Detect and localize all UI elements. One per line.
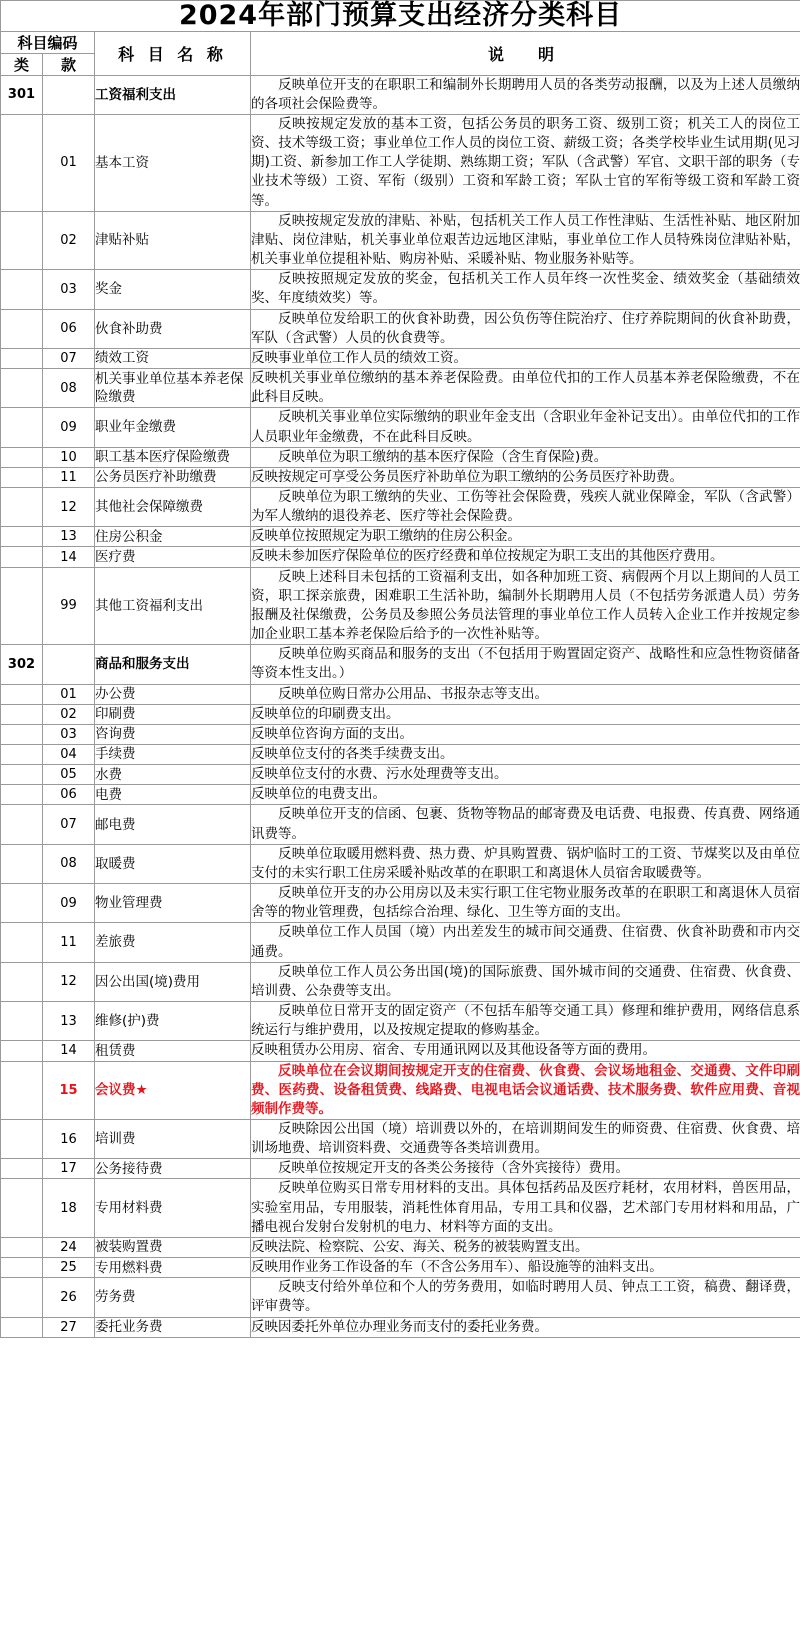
cell-section-code — [43, 645, 95, 684]
cell-class-code — [1, 1278, 43, 1317]
cell-section-code: 01 — [43, 115, 95, 212]
table-row — [1, 1237, 800, 1257]
cell-description: 反映按照规定发放的奖金，包括机关工作人员年终一次性奖金、绩效奖金（基础绩效奖、年度绩效奖）等。 — [251, 270, 800, 309]
table-row — [1, 1119, 800, 1158]
table-row — [1, 211, 800, 269]
table-row — [1, 1179, 800, 1237]
cell-class-code — [1, 844, 43, 883]
table-row — [1, 765, 800, 785]
cell-description: 反映单位开支的信函、包裹、货物等物品的邮寄费及电话费、电报费、传真费、网络通讯费等。 — [251, 805, 800, 844]
cell-section-code: 07 — [43, 805, 95, 844]
cell-description: 反映单位开支的在职职工和编制外长期聘用人员的各类劳动报酬，以及为上述人员缴纳的各项社会保险费等。 — [251, 75, 800, 114]
table-row — [1, 645, 800, 684]
cell-class-code — [1, 1258, 43, 1278]
table-row — [1, 1061, 800, 1119]
cell-class-code — [1, 1159, 43, 1179]
table-row — [1, 527, 800, 547]
cell-subject-name: 差旅费 — [95, 923, 251, 962]
cell-section-code: 12 — [43, 962, 95, 1001]
cell-section-code: 06 — [43, 309, 95, 348]
table-body — [1, 1, 800, 1338]
cell-class-code — [1, 1179, 43, 1237]
cell-class-code — [1, 408, 43, 447]
table-row — [1, 704, 800, 724]
cell-subject-name: 培训费 — [95, 1119, 251, 1158]
cell-class-code — [1, 270, 43, 309]
table-row — [1, 1317, 800, 1337]
cell-description: 反映单位为职工缴纳的失业、工伤等社会保险费，残疾人就业保障金，军队（含武警）为军人缴纳的退役养老、医疗等社会保险费。 — [251, 487, 800, 526]
cell-subject-name: 因公出国(境)费用 — [95, 962, 251, 1001]
cell-description: 反映支付给外单位和个人的劳务费用，如临时聘用人员、钟点工工资，稿费、翻译费，评审费等。 — [251, 1278, 800, 1317]
cell-subject-name: 职业年金缴费 — [95, 408, 251, 447]
cell-section-code: 14 — [43, 1041, 95, 1061]
cell-description: 反映单位支付的各类手续费支出。 — [251, 745, 800, 765]
table-row — [1, 844, 800, 883]
cell-class-code — [1, 211, 43, 269]
cell-description: 反映单位按规定开支的各类公务接待（含外宾接待）费用。 — [251, 1159, 800, 1179]
cell-description: 反映单位购买日常专用材料的支出。具体包括药品及医疗耗材，农用材料，兽医用品，实验室用品，专用服装，消耗性体育用品，专用工具和仪器，艺术部门专用材料和用品，广播电视台发射台发射机的电力、材料等方面的支出。 — [251, 1179, 800, 1237]
cell-description: 反映按规定发放的津贴、补贴，包括机关工作人员工作性津贴、生活性补贴、地区附加津贴、岗位津贴，机关事业单位艰苦边远地区津贴，事业单位工作人员特殊岗位津贴补贴，机关事业单位提租补贴、购房补贴、采暖补贴、物业服务补贴等。 — [251, 211, 800, 269]
cell-class-code: 302 — [1, 645, 43, 684]
table-row — [1, 1041, 800, 1061]
cell-subject-name: 专用材料费 — [95, 1179, 251, 1237]
cell-class-code — [1, 684, 43, 704]
cell-description: 反映因委托外单位办理业务而支付的委托业务费。 — [251, 1317, 800, 1337]
cell-description: 反映单位的印刷费支出。 — [251, 704, 800, 724]
header-code-group: 科目编码 — [1, 31, 95, 53]
cell-section-code: 13 — [43, 1002, 95, 1041]
cell-class-code — [1, 1002, 43, 1041]
cell-description: 反映单位发给职工的伙食补助费，因公负伤等住院治疗、住疗养院期间的伙食补助费，军队（含武警）人员的伙食费等。 — [251, 309, 800, 348]
cell-subject-name: 水费 — [95, 765, 251, 785]
cell-description: 反映单位为职工缴纳的基本医疗保险（含生育保险)费。 — [251, 447, 800, 467]
cell-description: 反映单位工作人员公务出国(境)的国际旅费、国外城市间的交通费、住宿费、伙食费、培训费、公杂费等支出。 — [251, 962, 800, 1001]
cell-subject-name: 被装购置费 — [95, 1237, 251, 1257]
cell-section-code: 02 — [43, 211, 95, 269]
cell-section-code: 11 — [43, 923, 95, 962]
table-row — [1, 447, 800, 467]
cell-section-code: 26 — [43, 1278, 95, 1317]
cell-subject-name: 医疗费 — [95, 547, 251, 567]
cell-class-code — [1, 785, 43, 805]
cell-subject-name: 其他社会保障缴费 — [95, 487, 251, 526]
table-row — [1, 1258, 800, 1278]
cell-description: 反映单位购日常办公用品、书报杂志等支出。 — [251, 684, 800, 704]
cell-description: 反映机关事业单位缴纳的基本养老保险费。由单位代扣的工作人员基本养老保险缴费，不在此科目反映。 — [251, 369, 800, 408]
cell-subject-name: 基本工资 — [95, 115, 251, 212]
header-description: 说 明 — [251, 31, 800, 75]
table-row — [1, 884, 800, 923]
table-row — [1, 785, 800, 805]
cell-class-code: 301 — [1, 75, 43, 114]
table-row — [1, 745, 800, 765]
table-row — [1, 487, 800, 526]
cell-description: 反映单位购买商品和服务的支出（不包括用于购置固定资产、战略性和应急性物资储备等资本性支出。） — [251, 645, 800, 684]
cell-class-code — [1, 1237, 43, 1257]
cell-class-code — [1, 309, 43, 348]
cell-description: 反映按规定发放的基本工资，包括公务员的职务工资、级别工资；机关工人的岗位工资、技术等级工资；事业单位工作人员的岗位工资、薪级工资；各类学校毕业生试用期(见习期)工资、新参加工作工人学徒期、熟练期工资；军队（含武警）军官、文职干部的职务（专业技术等级）工资、军衔（级别）工资和军龄工资；军队士官的军衔等级工资和军龄工资等。 — [251, 115, 800, 212]
cell-class-code — [1, 1119, 43, 1158]
cell-class-code — [1, 487, 43, 526]
cell-subject-name: 公务员医疗补助缴费 — [95, 467, 251, 487]
cell-description: 反映单位取暖用燃料费、热力费、炉具购置费、锅炉临时工的工资、节煤奖以及由单位支付的未实行职工住房采暖补贴改革的在职职工和离退休人员宿舍取暖费等。 — [251, 844, 800, 883]
table-row — [1, 369, 800, 408]
cell-subject-name: 伙食补助费 — [95, 309, 251, 348]
cell-subject-name: 维修(护)费 — [95, 1002, 251, 1041]
header-lei: 类 — [1, 53, 43, 75]
cell-description: 反映事业单位工作人员的绩效工资。 — [251, 348, 800, 368]
cell-section-code: 03 — [43, 270, 95, 309]
table-row — [1, 270, 800, 309]
table-row — [1, 1159, 800, 1179]
cell-description: 反映单位开支的办公用房以及未实行职工住宅物业服务改革的在职职工和离退休人员宿舍等的物业管理费，包括综合治理、绿化、卫生等方面的支出。 — [251, 884, 800, 923]
cell-section-code: 07 — [43, 348, 95, 368]
cell-description: 反映单位咨询方面的支出。 — [251, 724, 800, 744]
table-row — [1, 467, 800, 487]
cell-section-code: 01 — [43, 684, 95, 704]
cell-subject-name: 住房公积金 — [95, 527, 251, 547]
cell-class-code — [1, 1041, 43, 1061]
table-row — [1, 1002, 800, 1041]
cell-description: 反映单位按照规定为职工缴纳的住房公积金。 — [251, 527, 800, 547]
cell-subject-name: 机关事业单位基本养老保险缴费 — [95, 369, 251, 408]
cell-class-code — [1, 884, 43, 923]
cell-subject-name: 工资福利支出 — [95, 75, 251, 114]
cell-section-code: 27 — [43, 1317, 95, 1337]
cell-class-code — [1, 765, 43, 785]
cell-subject-name: 会议费★ — [95, 1061, 251, 1119]
cell-class-code — [1, 923, 43, 962]
cell-description: 反映单位支付的水费、污水处理费等支出。 — [251, 765, 800, 785]
cell-subject-name: 委托业务费 — [95, 1317, 251, 1337]
cell-description: 反映按规定可享受公务员医疗补助单位为职工缴纳的公务员医疗补助费。 — [251, 467, 800, 487]
cell-subject-name: 印刷费 — [95, 704, 251, 724]
cell-subject-name: 职工基本医疗保险缴费 — [95, 447, 251, 467]
cell-class-code — [1, 805, 43, 844]
cell-description: 反映上述科目未包括的工资福利支出，如各种加班工资、病假两个月以上期间的人员工资，职工探亲旅费，困难职工生活补助，编制外长期聘用人员（不包括劳务派遣人员）劳务报酬及社保缴费，公务员及参照公务员法管理的事业单位工作人员转入企业工作并按规定参加企业职工基本养老保险后给予的一次性补贴等。 — [251, 567, 800, 645]
table-row — [1, 75, 800, 114]
cell-class-code — [1, 467, 43, 487]
cell-section-code: 17 — [43, 1159, 95, 1179]
cell-section-code: 03 — [43, 724, 95, 744]
table-row — [1, 567, 800, 645]
cell-class-code — [1, 567, 43, 645]
table-row — [1, 684, 800, 704]
table-row — [1, 348, 800, 368]
cell-section-code: 08 — [43, 369, 95, 408]
cell-subject-name: 租赁费 — [95, 1041, 251, 1061]
cell-description: 反映单位工作人员国（境）内出差发生的城市间交通费、住宿费、伙食补助费和市内交通费。 — [251, 923, 800, 962]
cell-section-code: 99 — [43, 567, 95, 645]
cell-section-code: 16 — [43, 1119, 95, 1158]
cell-subject-name: 奖金 — [95, 270, 251, 309]
cell-section-code: 09 — [43, 408, 95, 447]
cell-class-code — [1, 1061, 43, 1119]
cell-description: 反映单位在会议期间按规定开支的住宿费、伙食费、会议场地租金、交通费、文件印刷费、医药费、设备租赁费、线路费、电视电话会议通话费、技术服务费、软件应用费、音视频制作费等。 — [251, 1061, 800, 1119]
cell-subject-name: 物业管理费 — [95, 884, 251, 923]
cell-subject-name: 绩效工资 — [95, 348, 251, 368]
cell-class-code — [1, 547, 43, 567]
header-subject-name: 科 目 名 称 — [95, 31, 251, 75]
table-row — [1, 923, 800, 962]
cell-class-code — [1, 115, 43, 212]
table-row — [1, 1278, 800, 1317]
cell-section-code: 08 — [43, 844, 95, 883]
cell-section-code: 25 — [43, 1258, 95, 1278]
cell-section-code: 18 — [43, 1179, 95, 1237]
cell-subject-name: 劳务费 — [95, 1278, 251, 1317]
page-title: 2024年部门预算支出经济分类科目 — [1, 1, 800, 32]
table-row — [1, 547, 800, 567]
cell-class-code — [1, 369, 43, 408]
cell-section-code: 05 — [43, 765, 95, 785]
cell-section-code: 02 — [43, 704, 95, 724]
cell-description: 反映单位日常开支的固定资产（不包括车船等交通工具）修理和维护费用，网络信息系统运行与维护费用，以及按规定提取的修购基金。 — [251, 1002, 800, 1041]
cell-description: 反映机关事业单位实际缴纳的职业年金支出（含职业年金补记支出）。由单位代扣的工作人员职业年金缴费，不在此科目反映。 — [251, 408, 800, 447]
cell-subject-name: 办公费 — [95, 684, 251, 704]
cell-class-code — [1, 447, 43, 467]
cell-description: 反映法院、检察院、公安、海关、税务的被装购置支出。 — [251, 1237, 800, 1257]
cell-description: 反映未参加医疗保险单位的医疗经费和单位按规定为职工支出的其他医疗费用。 — [251, 547, 800, 567]
cell-section-code: 14 — [43, 547, 95, 567]
cell-section-code: 06 — [43, 785, 95, 805]
cell-subject-name: 商品和服务支出 — [95, 645, 251, 684]
cell-subject-name: 咨询费 — [95, 724, 251, 744]
table-row — [1, 962, 800, 1001]
cell-subject-name: 专用燃料费 — [95, 1258, 251, 1278]
cell-subject-name: 公务接待费 — [95, 1159, 251, 1179]
table-row — [1, 724, 800, 744]
cell-section-code: 13 — [43, 527, 95, 547]
cell-class-code — [1, 348, 43, 368]
cell-subject-name: 取暖费 — [95, 844, 251, 883]
cell-class-code — [1, 527, 43, 547]
cell-section-code: 24 — [43, 1237, 95, 1257]
cell-class-code — [1, 1317, 43, 1337]
table-row — [1, 115, 800, 212]
cell-class-code — [1, 745, 43, 765]
header-row-top — [1, 31, 800, 53]
cell-section-code: 12 — [43, 487, 95, 526]
title-row — [1, 1, 800, 32]
cell-class-code — [1, 724, 43, 744]
cell-class-code — [1, 704, 43, 724]
cell-section-code — [43, 75, 95, 114]
cell-subject-name: 邮电费 — [95, 805, 251, 844]
cell-subject-name: 手续费 — [95, 745, 251, 765]
cell-subject-name: 电费 — [95, 785, 251, 805]
cell-section-code: 15 — [43, 1061, 95, 1119]
cell-section-code: 10 — [43, 447, 95, 467]
cell-section-code: 04 — [43, 745, 95, 765]
cell-description: 反映单位的电费支出。 — [251, 785, 800, 805]
cell-description: 反映用作业务工作设备的车（不含公务用车）、船设施等的油料支出。 — [251, 1258, 800, 1278]
cell-subject-name: 津贴补贴 — [95, 211, 251, 269]
table-row — [1, 309, 800, 348]
cell-section-code: 11 — [43, 467, 95, 487]
table-row — [1, 408, 800, 447]
cell-description: 反映租赁办公用房、宿舍、专用通讯网以及其他设备等方面的费用。 — [251, 1041, 800, 1061]
cell-section-code: 09 — [43, 884, 95, 923]
cell-subject-name: 其他工资福利支出 — [95, 567, 251, 645]
cell-description: 反映除因公出国（境）培训费以外的，在培训期间发生的师资费、住宿费、伙食费、培训场地费、培训资料费、交通费等各类培训费用。 — [251, 1119, 800, 1158]
table-row — [1, 805, 800, 844]
cell-class-code — [1, 962, 43, 1001]
header-kuan: 款 — [43, 53, 95, 75]
